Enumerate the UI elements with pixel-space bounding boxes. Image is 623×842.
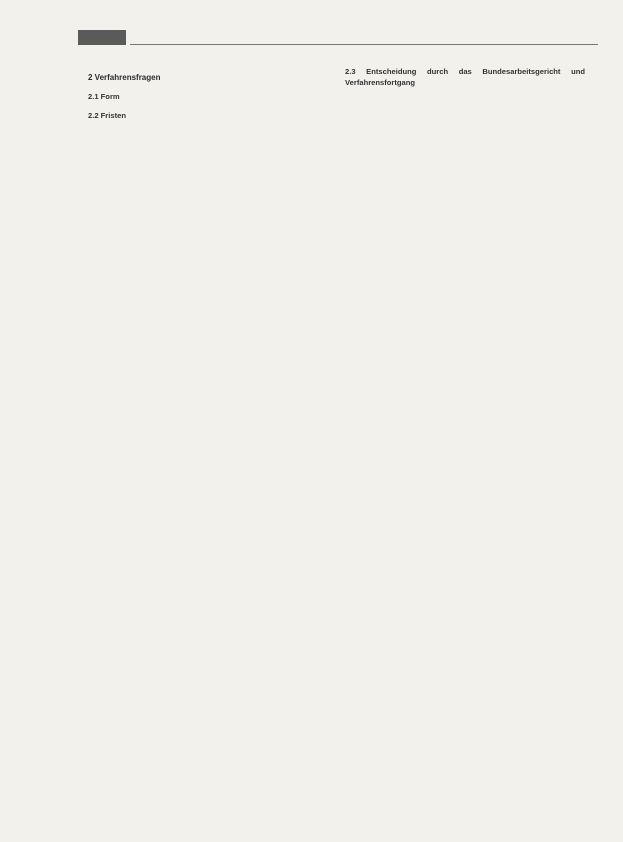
journal-issue — [582, 818, 588, 827]
right-column — [345, 58, 585, 96]
header-rule — [130, 44, 598, 45]
subsection-heading-fristen: 2.2 Fristen — [88, 111, 126, 121]
left-column — [88, 58, 321, 129]
section-heading: 2 Verfahrensfragen — [88, 73, 161, 82]
page-header — [78, 30, 598, 48]
subsection-heading-entscheidung: 2.3 Entscheidung durch das Bundesarbeitsgericht und Verfahrensfortgang — [345, 67, 585, 87]
subsection-heading-form: 2.1 Form — [88, 92, 120, 102]
page-footer — [88, 818, 588, 830]
rubric-label — [78, 30, 126, 45]
